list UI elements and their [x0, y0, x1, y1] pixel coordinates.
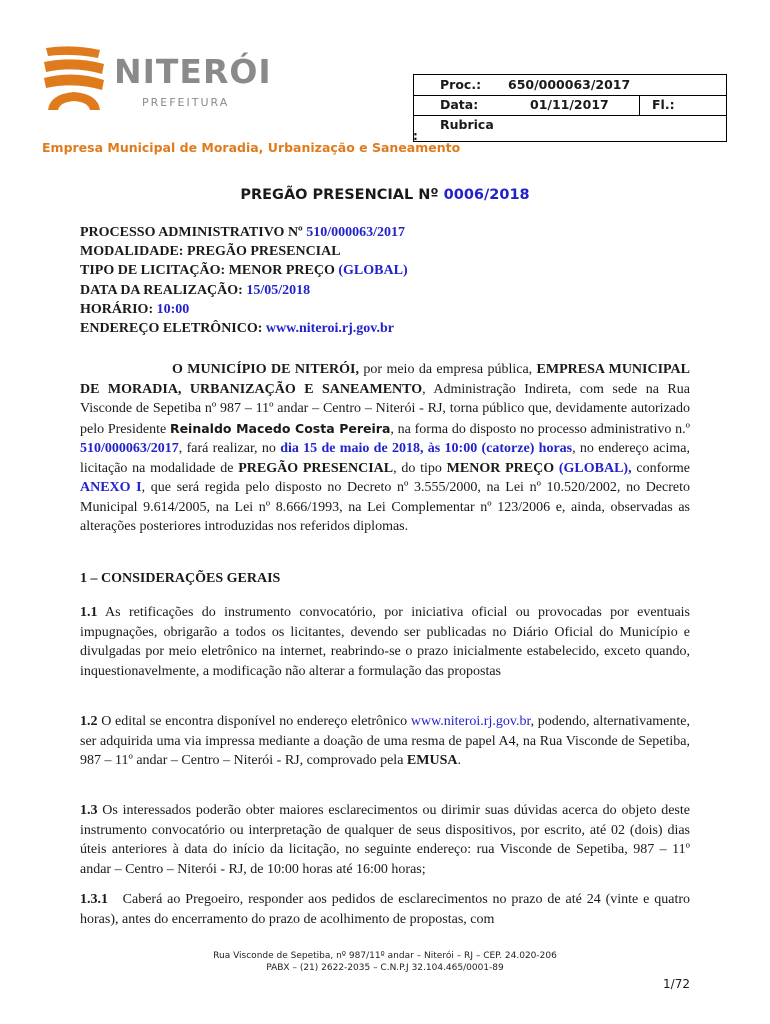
clause-1-2: 1.2 O edital se encontra disponível no endereço eletrônico www.niteroi.rj.gov.br, podendo, alternativamente, ser adquirida uma via impressa mediante a doação de uma resma de papel A4, na Rua Visconde de Sepetiba, 987 – 11º andar – Centro – Niterói - RJ, comprovado pela EMUSA. — [80, 714, 690, 768]
page-number: 1/72 — [663, 977, 690, 991]
clause-1-1: 1.1 As retificações do instrumento convocatório, por iniciativa oficial ou provocadas por eventuais impugnações, obrigarão a todos os licitantes, devendo ser publicadas no Diário Oficial do Município e divulgadas por meio eletrônico na internet, reabrindo-se o prazo inicialmente estabelecido, exceto quando, inquestionavelmente, a modificação não alterar a formulação das propostas — [80, 605, 690, 679]
clause-1-3-1: 1.3.1 Caberá ao Pregoeiro, responder aos pedidos de esclarecimentos no prazo de até 24 (vinte e quatro horas), antes do encerramento do prazo de acolhimento de propostas, com — [80, 892, 694, 927]
title-text: PREGÃO PRESENCIAL Nº — [240, 187, 444, 203]
niteroi-logo — [42, 44, 272, 114]
title-number: 0006/2018 — [443, 187, 530, 203]
logo-wordmark: NITERÓI — [114, 52, 272, 91]
section-title: 1 – CONSIDERAÇÕES GERAIS — [80, 571, 281, 586]
horario-field: HORÁRIO: 10:00 — [80, 302, 190, 317]
intro-paragraph: O MUNICÍPIO DE NITERÓI, por meio da empresa pública, EMPRESA MUNICIPAL DE MORADIA, URBANIZAÇÃO E SANEAMENTO, Administração Indireta, com sede na Rua Visconde de Sepetiba nº 987 – 11º andar – Centro – Niterói - RJ, torna público que, devidamente autorizado pelo Presidente Reinaldo Macedo Costa Pereira, na forma do disposto no processo administrativo n.º 510/000063/2017, fará realizar, no dia 15 de maio de 2018, às 10:00 (catorze) horas, no endereço acima, licitação na modalidade de PREGÃO PRESENCIAL, do tipo MENOR PREÇO (GLOBAL), conforme ANEXO I, que será regida pelo disposto no Decreto nº 3.555/2000, na Lei nº 10.520/2002, no Decreto Municipal 9.614/2005, na Lei nº 8.666/1993, na Lei Complementar nº 123/2006 e, ainda, observadas as alterações posteriores introduzidas nos referidos diplomas. — [80, 362, 691, 534]
edital-link[interactable]: www.niteroi.rj.gov.br — [410, 714, 531, 729]
footer-address: Rua Visconde de Sepetiba, nº 987/11º andar – Niterói – RJ – CEP. 24.020-206 — [213, 951, 557, 961]
document-title — [0, 187, 770, 203]
fl-label: Fl.: — [652, 97, 675, 112]
data-label: Data: — [440, 97, 479, 112]
endereco-field: ENDEREÇO ELETRÔNICO: www.niteroi.rj.gov.br — [80, 321, 394, 336]
proc-row — [414, 75, 726, 96]
data-row — [414, 95, 726, 116]
data-value: 01/11/2017 — [530, 97, 609, 112]
process-stamp-box — [413, 74, 727, 142]
tipo-field: TIPO DE LICITAÇÃO: MENOR PREÇO (GLOBAL) — [80, 263, 408, 278]
niteroi-emblem-icon — [42, 44, 106, 114]
rubrica-label: Rubrica — [440, 117, 494, 132]
footer-contact: PABX – (21) 2622-2035 – C.N.P.J 32.104.465/0001-89 — [266, 963, 504, 973]
modalidade-field: MODALIDADE: PREGÃO PRESENCIAL — [80, 244, 341, 259]
fl-divider — [639, 95, 640, 115]
proc-value: 650/000063/2017 — [508, 77, 631, 92]
clause-1-3: 1.3 Os interessados poderão obter maiores esclarecimentos ou dirimir suas dúvidas acerca do objeto deste instrumento convocatório ou interpretação de qualquer de seus dispositivos, por escrito, até 02 (dois) dias úteis anteriores à data do início da licitação, no seguinte endereço: rua Visconde de Sepetiba, 987 – 11º andar – Centro – Niterói - RJ, de 10:00 horas até 16:00 horas; — [80, 803, 690, 877]
proc-label: Proc.: — [440, 77, 482, 92]
data-realizacao-field: DATA DA REALIZAÇÃO: 15/05/2018 — [80, 283, 311, 298]
company-name: Empresa Municipal de Moradia, Urbanização e Saneamento — [42, 140, 461, 155]
logo-subtitle: PREFEITURA — [142, 96, 230, 109]
endereco-link[interactable]: www.niteroi.rj.gov.br — [265, 321, 394, 336]
processo-field: PROCESSO ADMINISTRATIVO Nº 510/000063/2017 — [80, 225, 405, 240]
rubrica-colon: : — [413, 129, 418, 143]
